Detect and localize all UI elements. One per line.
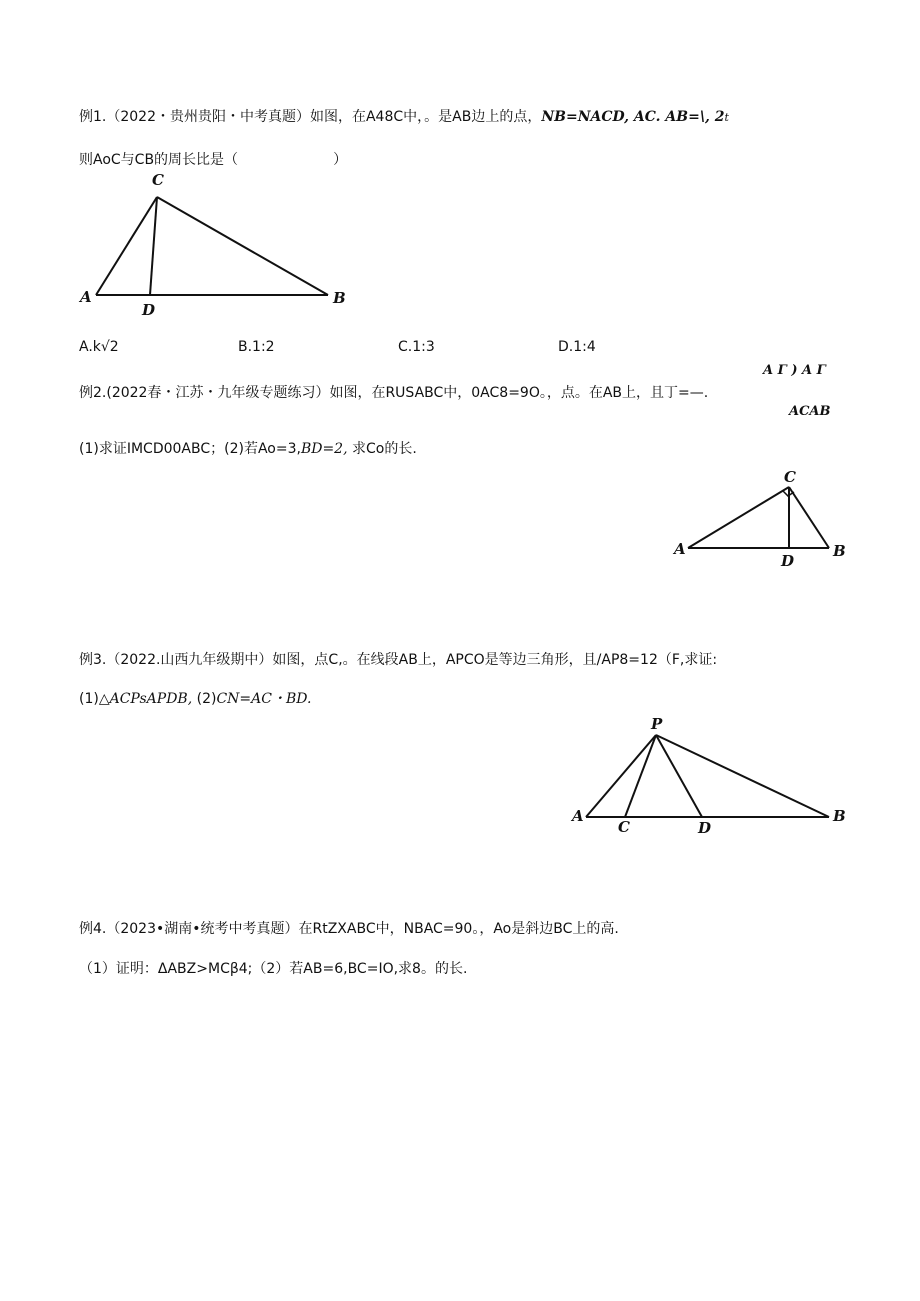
ex3-segment-pb	[656, 735, 829, 817]
ex2-label-d: D	[781, 552, 795, 570]
ex3-label-b: B	[833, 807, 846, 825]
ex1-label-c: C	[152, 171, 164, 189]
ex3-label-p: P	[651, 715, 663, 733]
ex3-question-line1: 例3.（2022.山西九年级期中）如图，点C,。在线段AB上，APCO是等边三角形，且/AP8=12（F,求证:	[79, 652, 718, 668]
ex2-question-line1: 例2.(2022春・江苏・九年级专题练习）如图，在RUSABC中，0AC8=9O。，点。在AB上，且丁=—.	[79, 385, 709, 401]
ex4-question-line2: （1）证明：ΔABZ>MCβ4;（2）若AB=6,BC=IO,求8。的长.	[79, 961, 468, 977]
ex3-label-c: C	[618, 818, 630, 836]
ex1-option-c: C.1:3	[398, 339, 435, 355]
ex3-segment-pd	[656, 735, 702, 817]
ex3-line2-math: △ACPsAPDB,	[98, 691, 193, 707]
ex1-line2-close: ）	[333, 152, 348, 168]
ex2-line2-a: (1)求证IMCD00ABC；(2)若Ao=3,	[79, 441, 301, 457]
ex3-segment-pa	[586, 735, 656, 817]
ex2-fraction-denominator: ACAB	[789, 404, 831, 419]
ex3-label-a: A	[572, 807, 584, 825]
ex1-trail: t	[724, 111, 729, 124]
ex2-line2-b: 求Co的长.	[347, 441, 417, 457]
ex1-option-b: B.1:2	[238, 339, 275, 355]
ex2-label-b: B	[833, 542, 846, 560]
ex1-prefix: 例1.（2022・贵州贵阳・中考真题）如图，在A48C中，。是AB边上的点，	[79, 109, 542, 125]
ex1-option-a: A.k√2	[79, 339, 119, 355]
ex2-fraction-numerator: A Γ ) A Γ	[763, 363, 826, 378]
ex2-line2-math: BD=2,	[300, 441, 348, 457]
ex3-line2-a: (1)	[79, 691, 99, 707]
ex1-option-d: D.1:4	[558, 339, 596, 355]
ex1-label-a: A	[80, 288, 92, 306]
ex3-line2-math2: CN=AC・BD.	[216, 691, 312, 707]
ex1-label-b: B	[333, 289, 346, 307]
ex3-line2-b: (2)	[192, 691, 217, 707]
ex1-math: NB=NACD, AC. AB=\, 2	[541, 109, 725, 125]
ex2-label-c: C	[784, 468, 796, 486]
ex2-label-a: A	[674, 540, 686, 558]
ex3-label-d: D	[698, 819, 712, 837]
ex3-segment-pc	[625, 735, 656, 817]
ex1-label-d: D	[142, 301, 156, 319]
ex4-question-line1: 例4.（2023•湖南•统考中考真题）在RtZXABC中，NBAC=90。，Ao是斜边BC上的高.	[79, 921, 619, 937]
ex1-line2: 则AoC与CB的周长比是（	[79, 152, 239, 168]
